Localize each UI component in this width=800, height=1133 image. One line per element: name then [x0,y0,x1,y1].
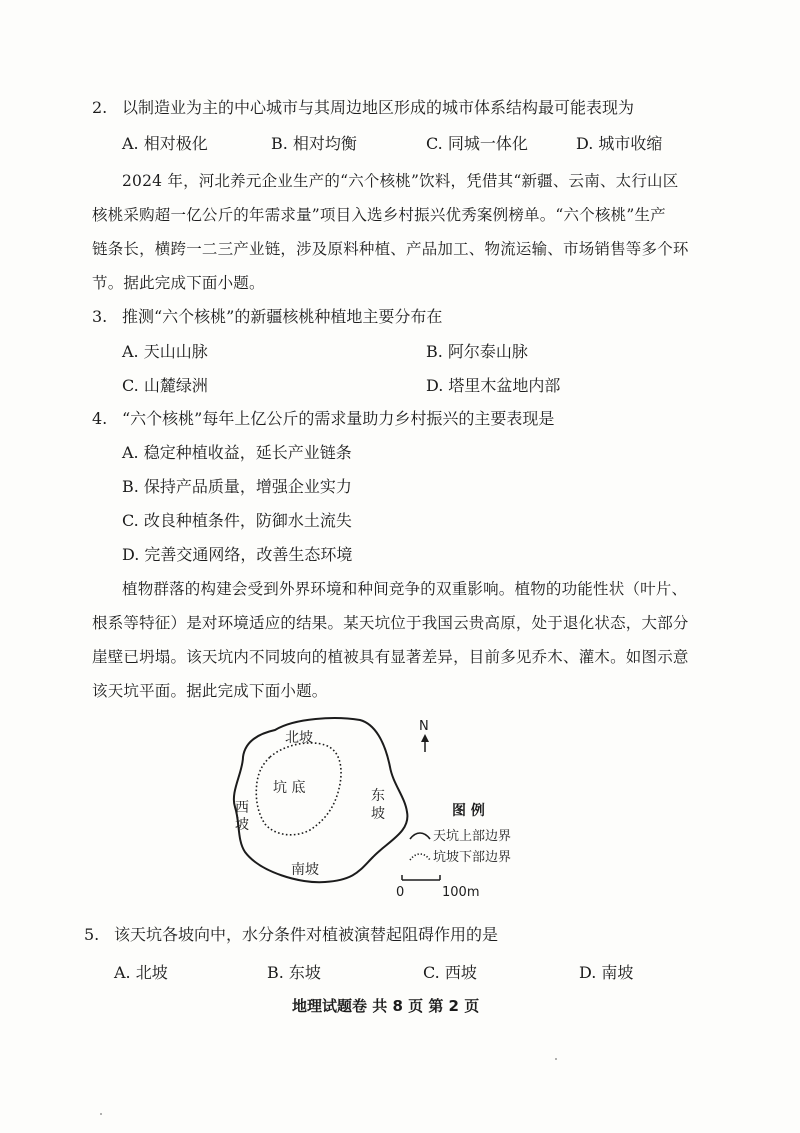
question-2-number: 2. [92,98,108,117]
label-pit-bottom: 坑 底 [273,780,306,796]
material-2-line-3: 崖壁已坍塌。该天坑内不同坡向的植被具有显著差异，目前多见乔木、灌木。如图示意 [92,648,689,666]
label-west-slope-2: 坡 [235,817,249,833]
question-3-option-a: A. 天山山脉 [122,342,208,361]
sinkhole-plan-figure [215,712,555,902]
label-north-slope: 北坡 [285,730,313,746]
label-east-slope-2: 坡 [371,806,385,822]
north-arrow-icon [421,734,429,752]
question-2-option-c: C. 同城一体化 [426,134,528,153]
material-2-line-1: 植物群落的构建会受到外界环境和种间竞争的双重影响。植物的功能性状（叶片、 [122,580,688,598]
material-1-line-3: 链条长，横跨一二三产业链，涉及原料种植、产品加工、物流运输、市场销售等多个环 [92,240,689,258]
question-3-stem: 推测“六个核桃”的新疆核桃种植地主要分布在 [122,307,443,326]
scale-distance-label: 100m [442,885,480,900]
question-5-stem: 该天坑各坡向中，水分条件对植被演替起阻碍作用的是 [114,925,499,944]
north-arrow-label: N [419,719,429,734]
legend-title: 图 例 [452,803,485,819]
material-2-line-2: 根系等特征）是对环境适应的结果。某天坑位于我国云贵高原，处于退化状态，大部分 [92,614,689,632]
question-5-option-a: A. 北坡 [114,963,168,982]
question-4-number: 4. [92,409,108,428]
question-2-stem: 以制造业为主的中心城市与其周边地区形成的城市体系结构最可能表现为 [122,98,635,117]
scale-zero-label: 0 [396,885,405,900]
question-4-option-a: A. 稳定种植收益，延长产业链条 [122,443,352,462]
question-3-option-b: B. 阿尔泰山脉 [426,342,528,361]
question-4-stem: “六个核桃”每年上亿公斤的需求量助力乡村振兴的主要表现是 [122,409,555,428]
legend-upper-boundary-label: 天坑上部边界 [433,829,512,844]
scan-speck [100,1113,102,1115]
material-1-line-4: 节。据此完成下面小题。 [92,274,265,292]
material-1-line-2: 核桃采购超一亿公斤的年需求量”项目入选乡村振兴优秀案例榜单。“六个核桃”生产 [92,206,666,224]
question-2-option-b: B. 相对均衡 [271,134,357,153]
question-3-option-c: C. 山麓绿洲 [122,376,208,395]
question-3-number: 3. [92,307,108,326]
question-4-option-c: C. 改良种植条件，防御水土流失 [122,511,352,530]
material-1-line-1: 2024 年，河北养元企业生产的“六个核桃”饮料，凭借其“新疆、云南、太行山区 [122,172,679,190]
material-2-line-4: 该天坑平面。据此完成下面小题。 [92,682,328,700]
legend-dotted-line-icon [410,854,430,860]
question-3-option-d: D. 塔里木盆地内部 [426,376,561,395]
label-south-slope: 南坡 [291,862,319,878]
question-5-option-b: B. 东坡 [267,963,321,982]
legend-solid-line-icon [410,833,430,839]
scale-bar [402,875,440,880]
question-4-option-d: D. 完善交通网络，改善生态环境 [122,545,353,564]
question-5-number: 5. [84,925,100,944]
scan-speck [555,1058,557,1060]
page-footer: 地理试题卷 共 8 页 第 2 页 [292,997,480,1015]
label-east-slope-1: 东 [371,788,385,804]
question-2-option-a: A. 相对极化 [122,134,208,153]
question-5-option-d: D. 南坡 [579,963,634,982]
question-4-option-b: B. 保持产品质量，增强企业实力 [122,477,352,496]
legend-lower-boundary-label: 坑坡下部边界 [433,850,512,865]
question-2-option-d: D. 城市收缩 [576,134,663,153]
label-west-slope-1: 西 [235,800,249,816]
question-5-option-c: C. 西坡 [423,963,477,982]
